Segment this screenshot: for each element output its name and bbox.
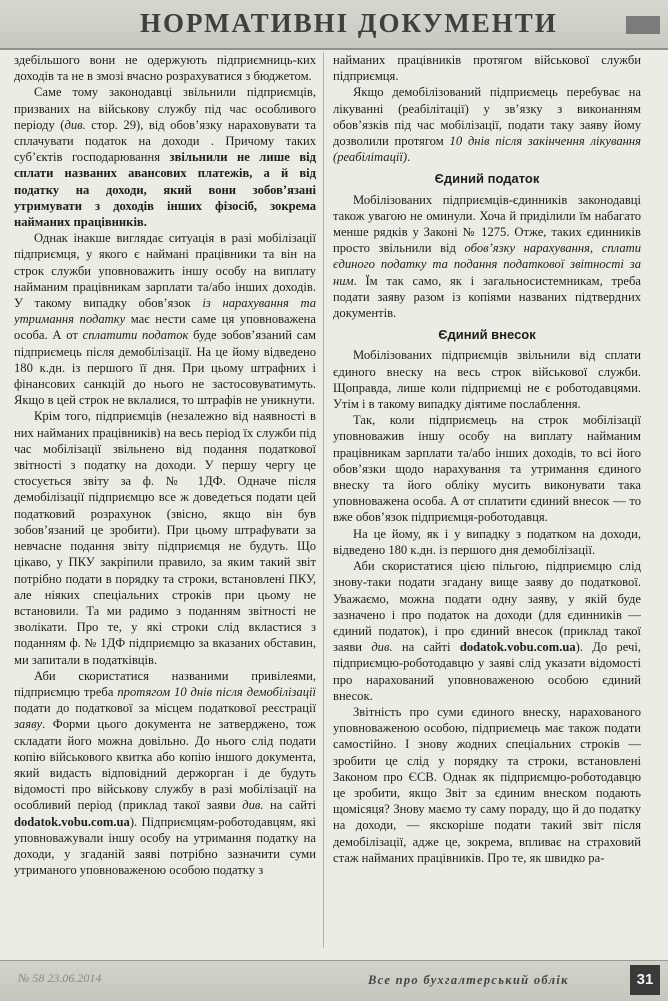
bold-text: dodatok.vobu.com.ua — [459, 640, 576, 655]
text-run: Мобілізованих підприємців звільнили від сплати єдиного внеску на весь строк військової служби. Щоправда, лише коли підприємці не є роботодавцями. Утім і в такому випадку діятиме послаблення. — [333, 348, 641, 412]
text-run: Якщо демобілізований підприємець перебуває на лікуванні (реабілітації) у зв’язку з виконанням обов’язків під час мобілізації, подати таку заяву йому дозволили протягом — [333, 85, 641, 149]
text-run: На це йому, як і у випадку з податком на доходи, відведено 180 к.дн. із першого дня демобілізації. — [333, 526, 641, 557]
text-run: на сайті — [263, 798, 316, 813]
paragraph — [333, 558, 641, 704]
italic-text: сплатити податок — [82, 328, 189, 343]
paragraph — [14, 668, 316, 879]
italic-text: див. — [64, 117, 86, 132]
text-run: Однак інакше виглядає ситуація в разі мобілізації підприємця, у якого є наймані працівники та він на строк служби уповноважить іншу особу на виплату найманим працівникам зарплати та/або інших доходів. У такому випадку обов’язок — [14, 231, 316, 311]
text-run: ). До речі, підприємцю-роботодавцю у заяві слід указати відомості про нарахований уповноваженою особою єдиний внесок. — [333, 640, 641, 703]
article-column-left — [14, 52, 316, 948]
bold-text: звільнили не лише від сплати названих авансових платежів, а й від податку на доходи, який вони зобов’язані утримувати з доходів інших фізосіб, зокрема найманих працівників. — [14, 150, 316, 230]
italic-text: обов’язку нарахування, сплати єдиного податку та подання податкової звітності за ним — [333, 241, 641, 288]
paragraph — [14, 230, 316, 408]
section-heading: Єдиний податок — [434, 171, 540, 187]
text-run: Мобілізованих підприємців-єдинників законодавці також увагою не оминули. Хоча й приділили їм набагато менше рядків у Законі № 1275. Отже, таких єдинників просто звільнили від — [333, 192, 641, 256]
text-run: Саме тому законодавці звільнили підприємців, призваних на військову службу під час особливого періоду ( — [14, 85, 316, 132]
text-run: здебільшого вони не одержують підприємниць-ких доходів та не в змозі вчасно розрахуватися з бюджетом. — [14, 53, 316, 84]
italic-text: протягом 10 днів після демобілізації — [117, 684, 316, 699]
italic-text: 10 днів після закінчення лікування (реабілітації) — [333, 134, 641, 165]
journal-name: Все про бухгалтерський облік — [368, 973, 569, 987]
text-run: ). Підприємцям-роботодавцям, які уповноважували іншу особу на утримання податку на доходи, у згаданій заяві потрібно зазначити суми утриманого уповноваженою особою податку з — [14, 814, 316, 878]
paragraph — [333, 704, 641, 866]
italic-text: із нарахування та утримання податку — [14, 296, 316, 327]
paragraph — [333, 526, 641, 558]
paragraph — [333, 347, 641, 412]
page-footer — [0, 960, 668, 1001]
header-decoration — [626, 16, 660, 34]
bold-text: dodatok.vobu.com.ua — [14, 814, 130, 829]
text-run: подати до податкової за місцем податкової реєстрації — [14, 701, 316, 716]
paragraph — [333, 84, 641, 165]
paragraph — [333, 52, 641, 84]
text-run: буде зобов’язаний сам підприємець після демобілізації. На це йому відведено 180 к.дн. із першого її дня. При цьому штрафних і фінансових санкцій до нього не застосовуватимуть. Якщо в цей строк не вклалися, то штрафів не уникнути. — [14, 328, 316, 408]
text-run: на сайті — [392, 640, 460, 655]
text-run: . Їм так само, як і загальносистемникам, треба подати заяву разом із копіями названих підтвердних документів. — [333, 273, 641, 321]
text-run: найманих працівників протягом військової служби підприємця. — [333, 53, 641, 84]
text-run: Аби скористатися цією пільгою, підприємцю слід знову-таки подати згадану вище заяву до податкової. Уважаємо, можна подати одну заяву, у якій буде зазначено і про податок на доходи (для єдинників — єдиний податок), і про єдиний внесок (приклад такої заяви — [333, 559, 641, 655]
paragraph — [333, 192, 641, 322]
text-run: . Форми цього документа не затверджено, тож складати його можна довільно. До нього слід подати копію військового квитка або копію іншого документа, який видасть відповідний держорган і де будуть відомості про військову службу в разі мобілізації на особливий період (приклад такої заяви — [14, 717, 316, 813]
text-run: Так, коли підприємець на строк мобілізації уповноважив іншу особу на виплату найманим працівникам зарплати та/або інших доходів, то всі його обов’язки щодо нарахування та утримання єдиного внеску та його обліку мусить виконувати така уповноважена особа. А от сплатити єдиний внесок — то вже обов’язок підприємця-роботодавця. — [333, 413, 641, 525]
paragraph — [333, 412, 641, 525]
issue-info: № 58 23.06.2014 — [18, 971, 102, 985]
section-heading: Єдиний внесок — [438, 327, 536, 343]
text-run: . — [407, 150, 411, 165]
text-run: Звітність про суми єдиного внеску, нарахованого уповноваженою особою, підприємець має також подати самостійно. І знову жодних спеціальних строків — зробити це слід у порядку та строки, встановлені Законом про ЄСВ. Однак як підприємцю-роботодавцю це зробити, якщо Звіт за єдиним внеском подають щомісяця? Знову маємо ту саму пораду, що й до податку на доходи, — якскоріше подати такий звіт після демобілізації, адже це, зокрема, впливає на страховий стаж найманих працівників. Про те, як швидко ра- — [333, 704, 641, 865]
section-title: НОРМАТИВНІ ДОКУМЕНТИ — [140, 8, 558, 38]
article-column-right — [333, 52, 641, 948]
column-divider — [323, 52, 324, 948]
paragraph — [14, 84, 316, 230]
paragraph — [14, 408, 316, 667]
italic-text: див. — [371, 640, 393, 655]
paragraph — [14, 52, 316, 84]
page-number: 31 — [630, 965, 660, 995]
text-run: стор. 29), від обов’язку нараховувати та сплачувати податок на доходи . Причому таких суб’єктів господарювання — [14, 117, 316, 165]
page-header — [0, 0, 668, 50]
text-run: має нести саме ця уповноважена особа. А от — [14, 312, 316, 343]
italic-text: заяву — [14, 717, 43, 732]
text-run: Аби скористатися названими привілеями, підприємцю треба — [14, 668, 316, 699]
text-run: Крім того, підприємців (незалежно від наявності в них найманих працівників) на весь період їх служби під час мобілізації звільнено від подання податкової звітності з податку на доходи. У першу чергу це стосується звіту за ф. № 1ДФ. Одначе після демобілізації підприємцю все ж доведеться подати цей податковий розрахунок (звісно, якщо він був зобов’язаний це зробити). При цьому штрафувати за невчасне подання звіту підприємця не будуть. Що цікаво, у ПКУ закріпили правило, за яким такий звіт потрібно подати в порядку та строки, встановлені ПКУ, але ніяких спеціальних строків при цьому не встановили. Та ми радимо з поданням звітності не зволікати. Про те, у які строки слід вкластися з поданням ф. № 1ДФ підприємцю за вказаних обставин, ми запитали в податківців. — [14, 409, 316, 667]
italic-text: див. — [242, 798, 264, 813]
